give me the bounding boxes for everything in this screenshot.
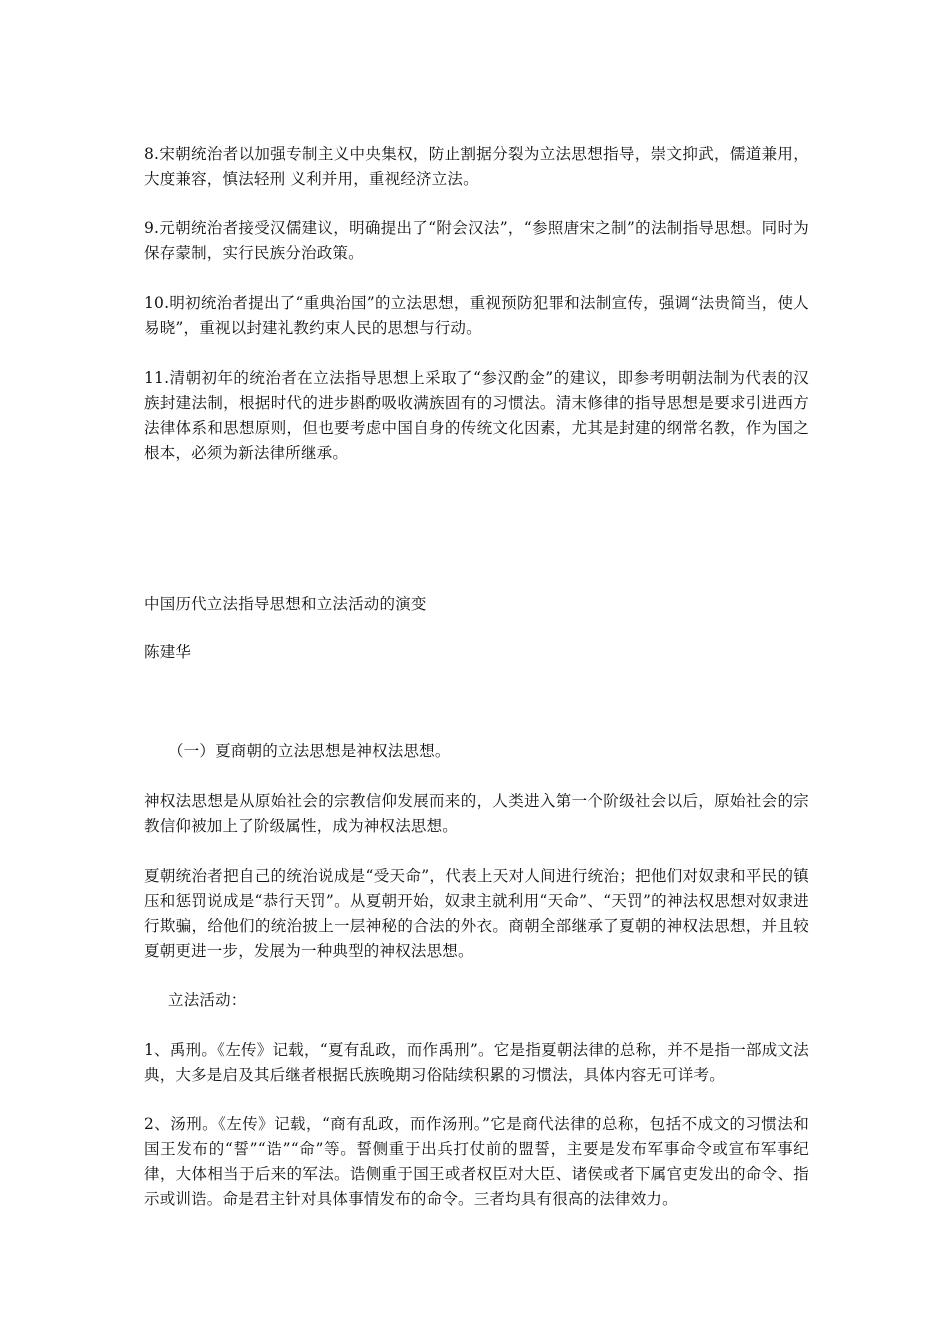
paragraph-qing-dynasty: 11.清朝初年的统治者在立法指导思想上采取了“参汉酌金”的建议，即参考明朝法制为代表的汉族封建法制，根据时代的进步斟酌吸收满族固有的习惯法。清末修律的指导思想是要求引进西方法律体系和思想原则，但也要考虑中国自身的传统文化因素，尤其是封建的纲常名教，作为国之根本，必须为新法律所继承。	[144, 369, 809, 462]
paragraph-yuan-dynasty: 9.元朝统治者接受汉儒建议，明确提出了“附会汉法”，“参照唐宋之制”的法制指导思想。同时为保存蒙制，实行民族分治政策。	[144, 219, 809, 262]
article-author: 陈建华	[144, 643, 192, 661]
paragraph-xia-shang-mandate: 夏朝统治者把自己的统治说成是“受天命”，代表上天对人间进行统治；把他们对奴隶和平民的镇压和惩罚说成是“恭行天罚”。从夏朝开始，奴隶主就利用“天命”、“天罚”的神法权思想对奴隶进行欺骗，给他们的统治披上一层神秘的合法的外衣。商朝全部继承了夏朝的神权法思想，并且较夏朝更进一步，发展为一种典型的神权法思想。	[144, 867, 809, 960]
paragraph-song-dynasty: 8.宋朝统治者以加强专制主义中央集权，防止割据分裂为立法思想指导，崇文抑武，儒道兼用，大度兼容，慎法轻刑 义利并用，重视经济立法。	[144, 145, 809, 188]
paragraph-ming-dynasty: 10.明初统治者提出了“重典治国”的立法思想，重视预防犯罪和法制宣传，强调“法贵简当，使人易晓”，重视以封建礼教约束人民的思想与行动。	[144, 294, 809, 337]
paragraph-theocratic-origin: 神权法思想是从原始社会的宗教信仰发展而来的，人类进入第一个阶级社会以后，原始社会的宗教信仰被加上了阶级属性，成为神权法思想。	[144, 792, 809, 835]
section-heading: （一）夏商朝的立法思想是神权法思想。	[168, 742, 451, 760]
legislative-activity-heading: 立法活动：	[168, 991, 247, 1009]
paragraph-yu-xing: 1、禹刑。《左传》记载，“夏有乱政，而作禹刑”。它是指夏朝法律的总称，并不是指一部成文法典，大多是启及其后继者根据氏族晚期习俗陆续积累的习惯法，具体内容无可详考。	[144, 1041, 809, 1084]
article-title: 中国历代立法指导思想和立法活动的演变	[144, 595, 427, 613]
paragraph-tang-xing: 2、汤刑。《左传》记载，“商有乱政，而作汤刑。”它是商代法律的总称，包括不成文的习惯法和国王发布的“誓”“诰”“命”等。誓侧重于出兵打仗前的盟誓，主要是发布军事命令或宣布军事纪律，大体相当于后来的军法。诰侧重于国王或者权臣对大臣、诸侯或者下属官吏发出的命令、指示或训诰。命是君主针对具体事情发布的命令。三者均具有很高的法律效力。	[144, 1115, 809, 1208]
